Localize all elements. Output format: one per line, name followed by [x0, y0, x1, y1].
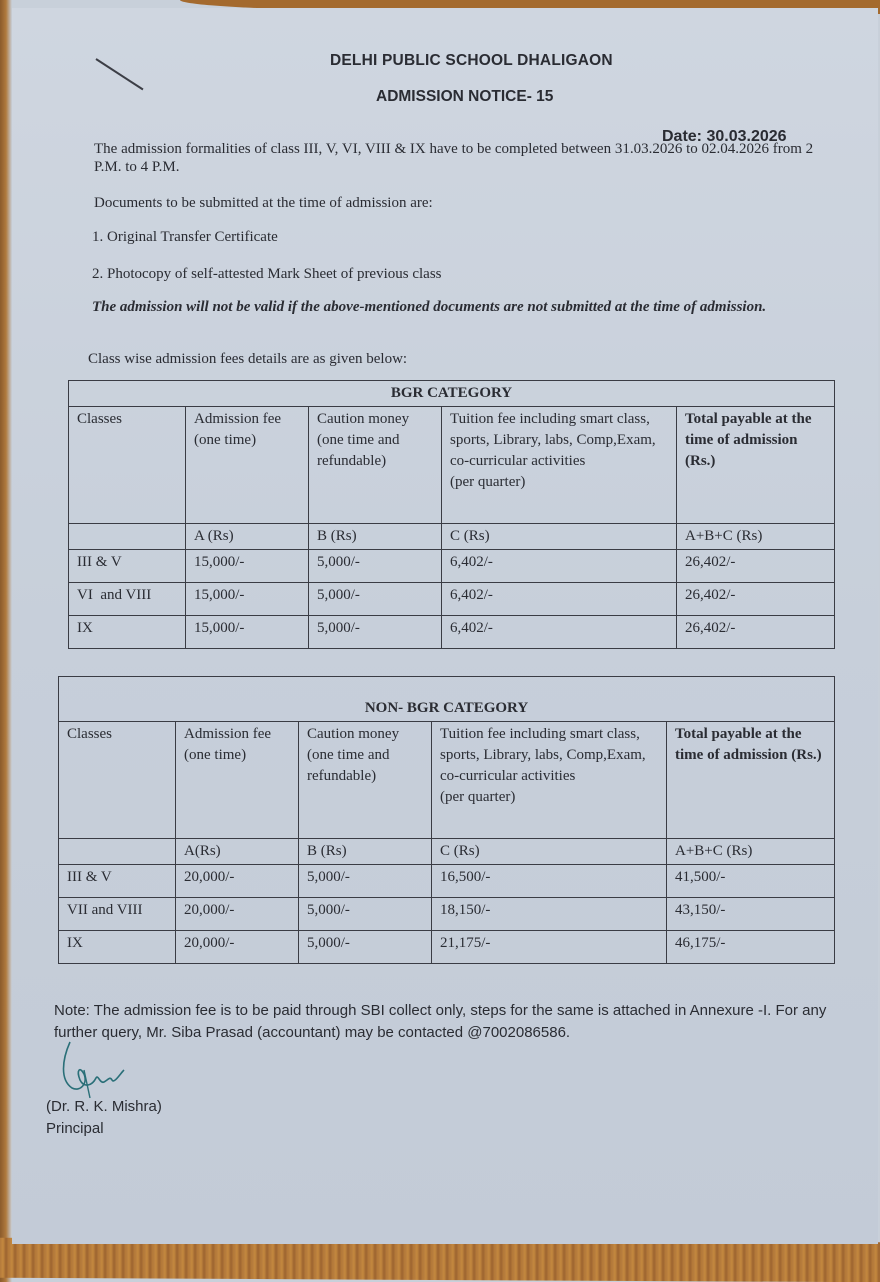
class-cell: IX [69, 616, 186, 649]
caution-money-cell: 5,000/- [309, 550, 442, 583]
notice-title: ADMISSION NOTICE- 15 [376, 88, 554, 105]
table-subheader-row [69, 524, 835, 550]
validity-warning: The admission will not be valid if the above-mentioned documents are not submitted at the time of admission. [92, 299, 767, 315]
document-item: 2. Photocopy of self-attested Mark Sheet of previous class [92, 266, 442, 282]
class-cell: IX [59, 931, 176, 964]
total-cell: 26,402/- [677, 616, 835, 649]
document-item: 1. Original Transfer Certificate [92, 229, 278, 245]
table-category-title: NON- BGR CATEGORY [59, 677, 835, 722]
table-row [69, 616, 835, 649]
header-tuition-fee [432, 722, 667, 839]
intro-paragraph: The admission formalities of class III, V, VI, VIII & IX have to be completed between 31.03.2026 to 02.04.2026 from 2 P.M. to 4 P.M. [94, 141, 814, 175]
admission-fee-cell: 15,000/- [186, 616, 309, 649]
tuition-period: (per quarter) [440, 789, 516, 805]
header-total-payable: Total payable at the time of admission (Rs.) [667, 722, 835, 839]
table-row [69, 550, 835, 583]
table-subheader-row [59, 839, 835, 865]
admission-fee-cell: 20,000/- [176, 865, 299, 898]
header-admission-fee: Admission fee (one time) [186, 407, 309, 524]
tuition-fee-cell: 6,402/- [442, 583, 677, 616]
table-header-row [59, 722, 835, 839]
tuition-fee-cell: 6,402/- [442, 616, 677, 649]
principal-signature [58, 1040, 158, 1100]
tuition-fee-cell: 6,402/- [442, 550, 677, 583]
documents-heading: Documents to be submitted at the time of admission are: [94, 195, 433, 211]
table-row [69, 583, 835, 616]
subheader-total: A+B+C (Rs) [677, 524, 835, 550]
header-classes: Classes [59, 722, 176, 839]
tuition-fee-cell: 18,150/- [432, 898, 667, 931]
subheader-b: B (Rs) [299, 839, 432, 865]
subheader-c: C (Rs) [432, 839, 667, 865]
table-row [59, 898, 835, 931]
subheader-total: A+B+C (Rs) [667, 839, 835, 865]
table-header-row [69, 407, 835, 524]
total-cell: 26,402/- [677, 583, 835, 616]
subheader-b: B (Rs) [309, 524, 442, 550]
signatory [46, 1096, 162, 1140]
header-caution-money: Caution money (one time and refundable) [309, 407, 442, 524]
signatory-name: (Dr. R. K. Mishra) [46, 1098, 162, 1115]
table-row [59, 931, 835, 964]
class-cell: III & V [59, 865, 176, 898]
admission-fee-cell: 15,000/- [186, 583, 309, 616]
tuition-fee-label: Tuition fee including smart class, sports, Library, labs, Comp,Exam, co-curricular activities [440, 726, 646, 784]
admission-fee-cell: 20,000/- [176, 898, 299, 931]
header-tuition-fee [442, 407, 677, 524]
tuition-fee-cell: 16,500/- [432, 865, 667, 898]
subheader-c: C (Rs) [442, 524, 677, 550]
caution-money-cell: 5,000/- [299, 931, 432, 964]
total-cell: 41,500/- [667, 865, 835, 898]
non-bgr-fees-table [58, 676, 835, 964]
total-cell: 43,150/- [667, 898, 835, 931]
caution-money-cell: 5,000/- [309, 616, 442, 649]
header-caution-money: Caution money (one time and refundable) [299, 722, 432, 839]
admission-fee-cell: 15,000/- [186, 550, 309, 583]
bgr-fees-table [68, 380, 835, 649]
subheader-a: A(Rs) [176, 839, 299, 865]
header-admission-fee: Admission fee (one time) [176, 722, 299, 839]
notice-date: Date: 30.03.2026 [662, 128, 787, 145]
caution-money-cell: 5,000/- [299, 865, 432, 898]
subheader-a: A (Rs) [186, 524, 309, 550]
total-cell: 26,402/- [677, 550, 835, 583]
total-cell: 46,175/- [667, 931, 835, 964]
header-total-payable: Total payable at the time of admission (Rs.) [677, 407, 835, 524]
table-category-title: BGR CATEGORY [69, 381, 835, 407]
class-cell: III & V [69, 550, 186, 583]
caution-money-cell: 5,000/- [299, 898, 432, 931]
class-cell: VII and VIII [59, 898, 176, 931]
subheader-cell [69, 524, 186, 550]
background-table-bottom [0, 1238, 880, 1282]
tuition-period: (per quarter) [450, 474, 526, 490]
payment-note: Note: The admission fee is to be paid through SBI collect only, steps for the same is attached in Annexure -I. For any further query, Mr. Siba Prasad (accountant) may be contacted @7002086586. [54, 1002, 827, 1041]
header-classes: Classes [69, 407, 186, 524]
tuition-fee-cell: 21,175/- [432, 931, 667, 964]
admission-fee-cell: 20,000/- [176, 931, 299, 964]
school-name: DELHI PUBLIC SCHOOL DHALIGAON [330, 52, 613, 69]
table-row [59, 865, 835, 898]
signatory-designation: Principal [46, 1120, 104, 1137]
fees-intro: Class wise admission fees details are as given below: [88, 351, 408, 367]
class-cell: VI and VIII [69, 583, 186, 616]
subheader-cell [59, 839, 176, 865]
caution-money-cell: 5,000/- [309, 583, 442, 616]
tuition-fee-label: Tuition fee including smart class, sports, Library, labs, Comp,Exam, co-curricular activities [450, 411, 656, 469]
